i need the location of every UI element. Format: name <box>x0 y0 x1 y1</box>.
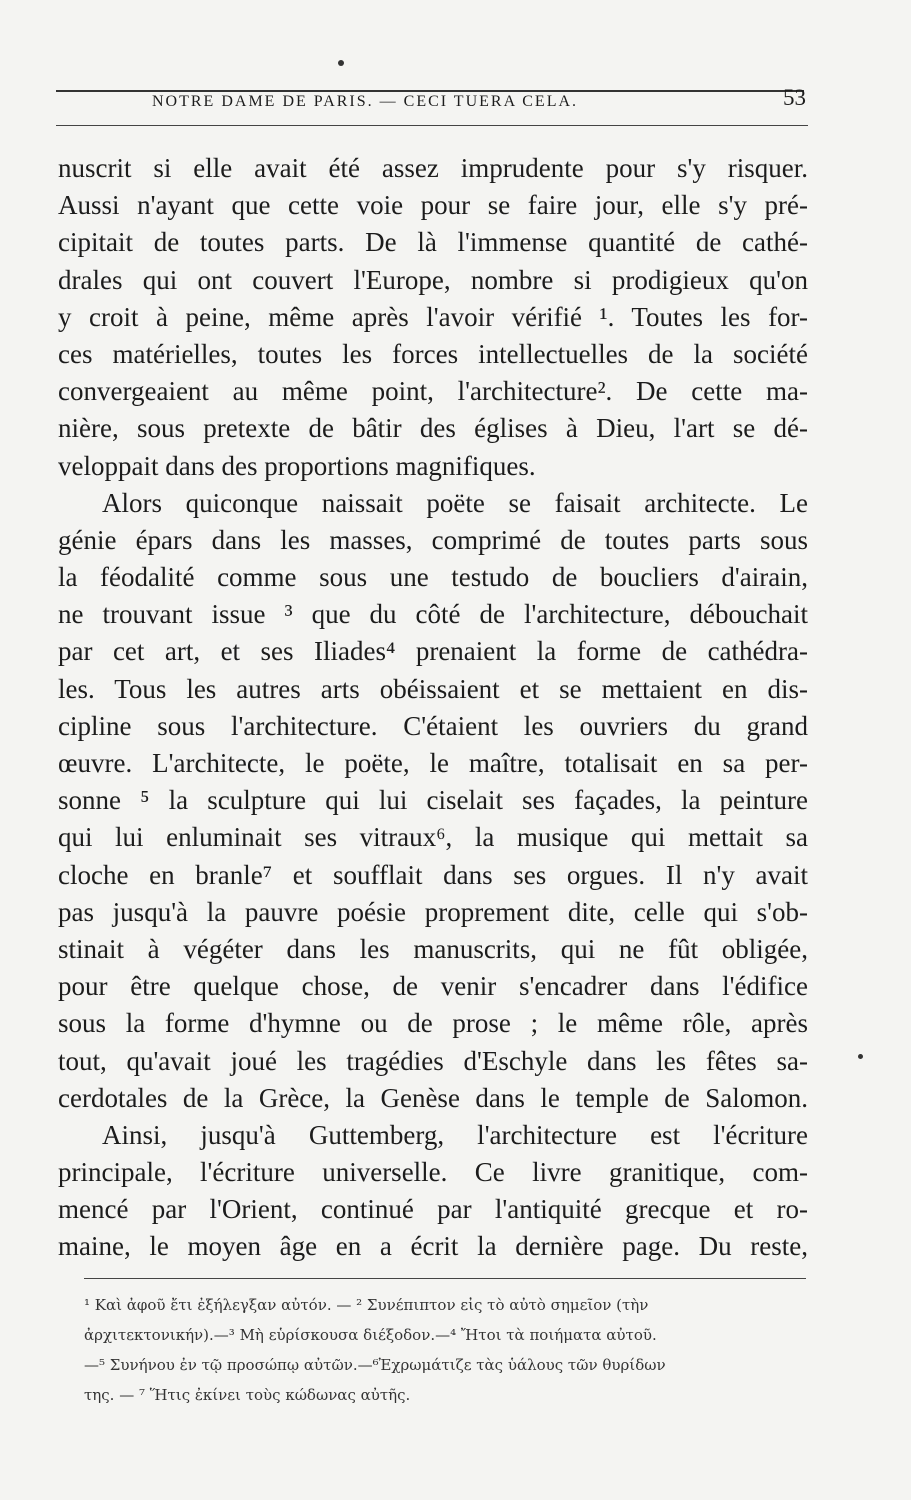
text-line: pour être quelque chose, de venir s'encadrer dans l'édifice <box>58 971 808 1002</box>
text-line: nuscrit si elle avait été assez imprudente pour s'y risquer. <box>58 153 808 183</box>
text-line: y croit à peine, même après l'avoir vérifié ¹. Toutes les for- <box>58 301 808 332</box>
text-line: ces matérielles, toutes les forces intellectuelles de la société <box>58 338 808 369</box>
paragraph-start-line: Ainsi, jusqu'à Guttemberg, l'architecture est l'écriture <box>102 1119 808 1150</box>
text-line: mencé par l'Orient, continué par l'antiquité grecque et ro- <box>58 1194 808 1225</box>
text-line: les. Tous les autres arts obéissaient et se mettaient en dis- <box>58 673 808 704</box>
text-line: nière, sous pretexte de bâtir des églises à Dieu, l'art se dé- <box>58 413 808 444</box>
text-line: sous la forme d'hymne ou de prose ; le même rôle, après <box>58 1008 808 1039</box>
text-line: maine, le moyen âge en a écrit la dernière page. Du reste, <box>58 1231 808 1262</box>
text-line: cerdotales de la Grèce, la Genèse dans le temple de Salomon. <box>58 1082 808 1113</box>
margin-speck <box>858 1054 863 1059</box>
text-line: génie épars dans les masses, comprimé de toutes parts sous <box>58 524 808 555</box>
text-line: ne trouvant issue ³ que du côté de l'architecture, débouchait <box>58 599 808 630</box>
text-line: sonne ⁵ la sculpture qui lui ciselait ses façades, la peinture <box>58 785 808 816</box>
text-line: veloppait dans des proportions magnifiques. <box>58 450 536 481</box>
running-title: NOTRE DAME DE PARIS. — CECI TUERA CELA. <box>152 93 579 110</box>
text-line: drales qui ont couvert l'Europe, nombre si prodigieux qu'on <box>58 264 808 295</box>
text-line: stinait à végéter dans les manuscrits, qui ne fût obligée, <box>58 933 808 964</box>
body-text <box>58 150 808 1266</box>
footnote-rule <box>84 1278 806 1279</box>
header-top-rule <box>56 90 804 92</box>
text-line: cipline sous l'architecture. C'étaient les ouvriers du grand <box>58 710 808 741</box>
text-line: cipitait de toutes parts. De là l'immense quantité de cathé- <box>58 227 808 258</box>
footnote-line: ἀρχιτεκτονικήν).—³ Μὴ εὑρίσκουσα διέξοδον.—⁴ Ἤτοι τὰ ποιήματα αὐτοῦ. <box>84 1326 657 1344</box>
text-line: convergeaient au même point, l'architecture². De cette ma- <box>58 376 808 407</box>
text-line: œuvre. L'architecte, le poëte, le maître, totalisait en sa per- <box>58 748 808 778</box>
text-line: qui lui enluminait ses vitraux⁶, la musique qui mettait sa <box>58 822 808 853</box>
header-bottom-rule <box>56 125 808 126</box>
paragraph-start-line: Alors quiconque naissait poëte se faisait architecte. Le <box>102 487 808 518</box>
footnotes <box>84 1290 809 1410</box>
footnote-line: ¹ Καὶ ἀφοῦ ἔτι ἐξήλεγξαν αὐτόν. — ² Συνέπιπτον εἰς τὸ αὐτὸ σημεῖον (τὴν <box>84 1296 649 1314</box>
text-line: par cet art, et ses Iliades⁴ prenaient la forme de cathédra- <box>58 636 808 667</box>
text-line: la féodalité comme sous une testudo de boucliers d'airain, <box>58 562 808 593</box>
text-line: tout, qu'avait joué les tragédies d'Eschyle dans les fêtes sa- <box>58 1045 808 1076</box>
footnote-line: της. — ⁷ Ἥτις ἐκίνει τοὺς κώδωνας αὐτῆς. <box>84 1386 411 1404</box>
footnote-line: —⁵ Συνήνου ἐν τῷ προσώπῳ αὐτῶν.—⁶Ἐχρωμάτιζε τὰς ὑάλους τῶν θυρίδων <box>84 1356 666 1374</box>
text-line: cloche en branle⁷ et soufflait dans ses orgues. Il n'y avait <box>58 859 808 890</box>
page-header <box>56 85 806 123</box>
text-line: pas jusqu'à la pauvre poésie proprement dite, celle qui s'ob- <box>58 896 808 927</box>
ink-dot <box>338 60 344 66</box>
page-number: 53 <box>783 85 806 110</box>
text-line: Aussi n'ayant que cette voie pour se faire jour, elle s'y pré- <box>58 190 808 221</box>
text-line: principale, l'écriture universelle. Ce livre granitique, com- <box>58 1157 808 1188</box>
